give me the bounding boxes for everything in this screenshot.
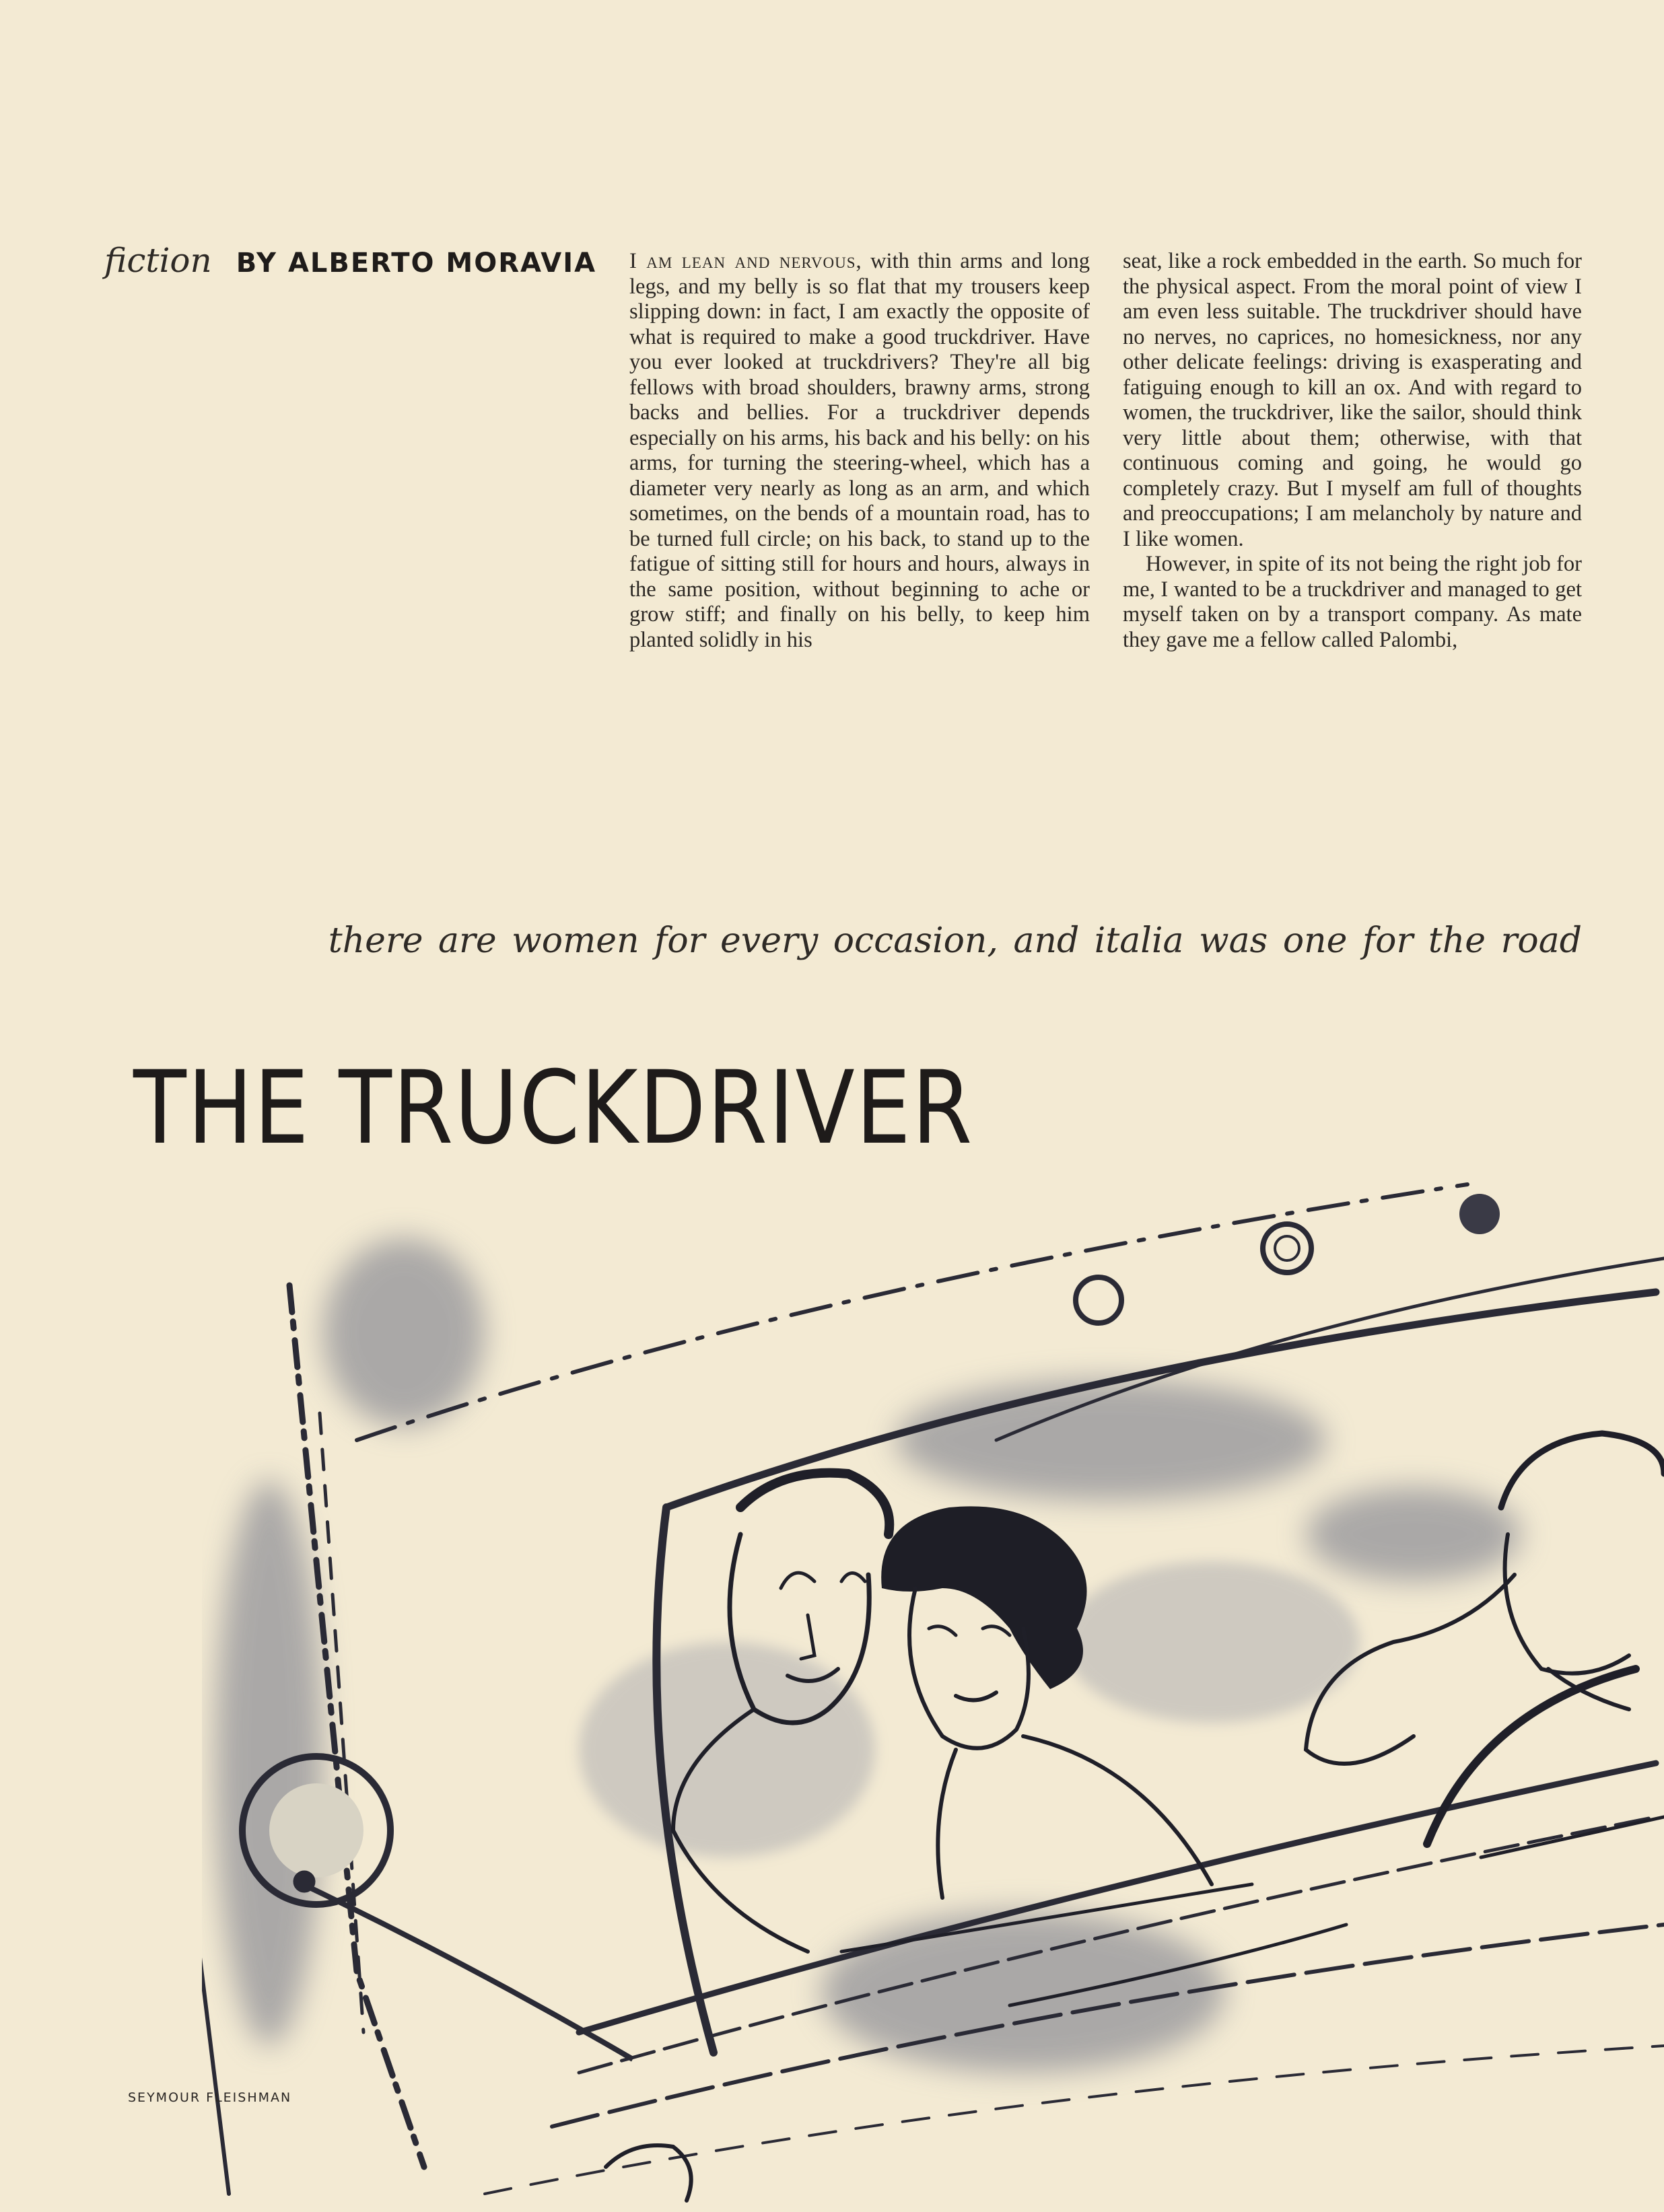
truck-illustration: [202, 1157, 1664, 2212]
opening-paragraph: [629, 249, 1090, 653]
article-title: THE TRUCKDRIVER: [133, 1050, 974, 1167]
text-column-1: [629, 249, 1090, 653]
paragraph-body: with thin arms and long legs, and my belly is so flat that my trousers keep slipping down: in fact, I am exactly the opposite of what is required to make a good truckdriver. Have you ever looked at truckdrivers? They're all big fellows with broad shoulders, brawny arms, strong backs and bellies. For a truckdriver depends especially on his arms, his back and his belly: on his arms, for turning the steering-wheel, which has a diameter very nearly as long as an arm, and which sometimes, on the bends of a mountain road, has to be turned full circle; on his back, to stand up to the fatigue of sitting still for hours and hours, always in the same position, without beginning to ache or grow stiff; and finally on his belly, to keep him planted solidly in his: [629, 249, 1090, 652]
drop-lead: I am lean and nervous,: [629, 249, 862, 273]
text-column-2: [1123, 249, 1582, 653]
illustrator-credit: SEYMOUR FLEISHMAN: [128, 2090, 292, 2105]
paragraph: However, in spite of its not being the right job for me, I wanted to be a truckdriver and managed to get myself taken on by a transport company. As mate they gave me a fellow called Palombi,: [1123, 552, 1582, 652]
section-label: fiction: [104, 241, 212, 280]
paragraph: seat, like a rock embedded in the earth. So much for the physical aspect. From the moral point of view I am even less suitable. The truckdriver should have no nerves, no caprices, no homesickness, nor any other delicate feelings: driving is exasperating and fatiguing enough to kill an ox. And with regard to women, the truckdriver, like the sailor, should think very little about them; otherwise, with that continuous coming and going, he would go completely crazy. But I myself am full of thoughts and preoccupations; I am melancholy by nature and I like women.: [1123, 249, 1582, 551]
author-name: BY ALBERTO MORAVIA: [236, 248, 597, 279]
tagline: there are women for every occasion, and italia was one for the road: [328, 921, 1582, 961]
byline: [104, 241, 596, 280]
